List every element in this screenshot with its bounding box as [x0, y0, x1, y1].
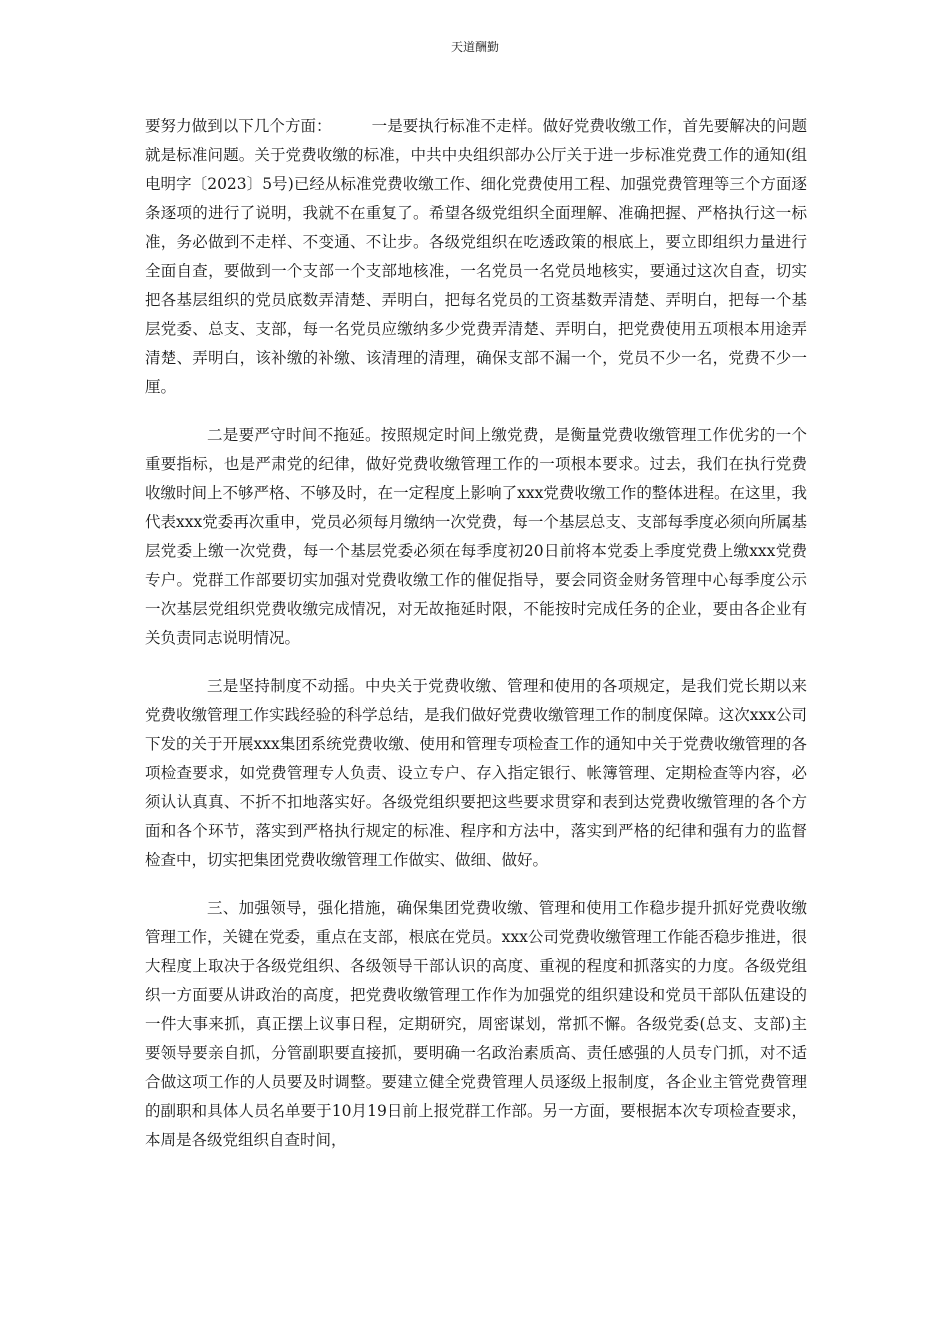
page-header: 天道酬勤: [450, 40, 499, 54]
paragraph-2: 二是要严守时间不拖延。按照规定时间上缴党费，是衡量党费收缴管理工作优劣的一个重要指标，也是严肃党的纪律，做好党费收缴管理工作的一项根本要求。过去，我们在执行党费收缴时间上不够严格、不够及时，在一定程度上影响了xxx党费收缴工作的整体进程。在这里，我代表xxx党委再次重申，党员必须每月缴纳一次党费，每一个基层总支、支部每季度必须向所属基层党委上缴一次党费，每一个基层党委必须在每季度初20日前将本党委上季度党费上缴xxx党费专户。党群工作部要切实加强对党费收缴工作的催促指导，要会同资金财务管理中心每季度公示一次基层党组织党费收缴完成情况，对无故拖延时限，不能按时完成任务的企业，要由各企业有关负责同志说明情况。: [145, 426, 807, 647]
paragraph-1-text: 一是要执行标准不走样。做好党费收缴工作，首先要解决的问题就是标准问题。关于党费收缴的标准，中共中央组织部办公厅关于进一步标准党费工作的通知(组电明字〔2023〕5号)已经从标准党费收缴工作、细化党费使用工程、加强党费管理等三个方面逐条逐项的进行了说明，我就不在重复了。希望各级党组织全面理解、准确把握、严格执行这一标准，务必做到不走样、不变通、不让步。各级党组织在吃透政策的根底上，要立即组织力量进行全面自查，要做到一个支部一个支部地核准，一名党员一名党员地核实，要通过这次自查，切实把各基层组织的党员底数弄清楚、弄明白，把每名党员的工资基数弄清楚、弄明白，把每一个基层党委、总支、支部，每一名党员应缴纳多少党费弄清楚、弄明白，把党费使用五项根本用途弄清楚、弄明白，该补缴的补缴、该清理的清理，确保支部不漏一个，党员不少一名，党费不少一厘。: [145, 117, 807, 396]
paragraph-1: [145, 112, 807, 402]
paragraph-4: 三、加强领导，强化措施，确保集团党费收缴、管理和使用工作稳步提升抓好党费收缴管理工作，关键在党委，重点在支部，根底在党员。xxx公司党费收缴管理工作能否稳步推进，很大程度上取决于各级党组织、各级领导干部认识的高度、重视的程度和抓落实的力度。各级党组织一方面要从讲政治的高度，把党费收缴管理工作作为加强党的组织建设和党员干部队伍建设的一件大事来抓，真正摆上议事日程，定期研究，周密谋划，常抓不懈。各级党委(总支、支部)主要领导要亲自抓，分管副职要直接抓，要明确一名政治素质高、责任感强的人员专门抓，对不适合做这项工作的人员要及时调整。要建立健全党费管理人员逐级上报制度，各企业主管党费管理的副职和具体人员名单要于10月19日前上报党群工作部。另一方面，要根据本次专项检查要求，本周是各级党组织自查时间，: [145, 899, 807, 1149]
paragraph-1-lead: 要努力做到以下几个方面：: [145, 117, 332, 135]
document-body: [145, 112, 807, 1155]
paragraph-3: 三是坚持制度不动摇。中央关于党费收缴、管理和使用的各项规定，是我们党长期以来党费收缴管理工作实践经验的科学总结，是我们做好党费收缴管理工作的制度保障。这次xxx公司下发的关于开展xxx集团系统党费收缴、使用和管理专项检查工作的通知中关于党费收缴管理的各项检查要求，如党费管理专人负责、设立专户、存入指定银行、帐簿管理、定期检查等内容，必须认认真真、不折不扣地落实好。各级党组织要把这些要求贯穿和表到达党费收缴管理的各个方面和各个环节，落实到严格执行规定的标准、程序和方法中，落实到严格的纪律和强有力的监督检查中，切实把集团党费收缴管理工作做实、做细、做好。: [145, 677, 807, 869]
